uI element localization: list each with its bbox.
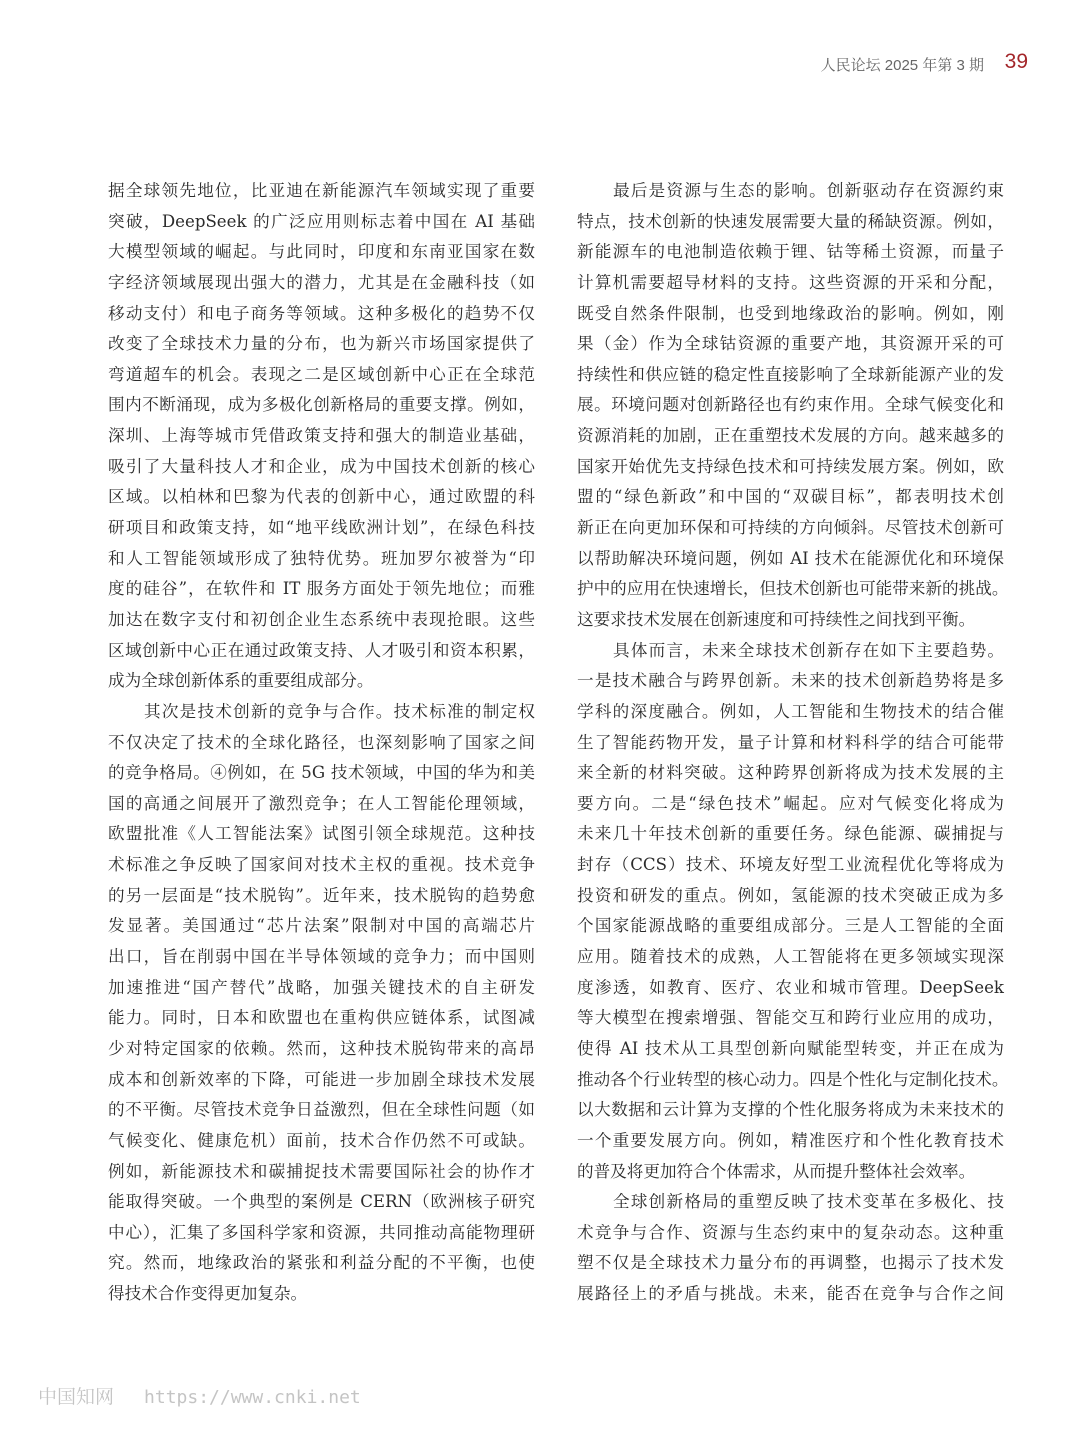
journal-issue: 人民论坛 2025 年第 3 期 [820,57,984,74]
text-line: 生了智能药物开发，量子计算和材料科学的结合可能带 [577,732,1004,752]
text-line: 度渗透，如教育、医疗、农业和城市管理。DeepSeek [577,977,1004,997]
paragraph [108,176,535,697]
text-line: 应用。随着技术的成熟，人工智能将在更多领域实现深 [577,947,1004,967]
watermark-url: https://www.cnki.net [144,1387,361,1408]
text-line: 既受自然条件限制，也受到地缘政治的影响。例如，刚 [577,303,1004,323]
text-line: 最后是资源与生态的影响。创新驱动存在资源约束 [613,181,1004,200]
text-line: 成本和创新效率的下降，可能进一步加剧全球技术发展 [108,1069,535,1089]
text-line: 成为全球创新体系的重要组成部分。 [108,671,374,691]
text-line: 术标准之争反映了国家间对技术主权的重视。技术竞争 [108,855,535,875]
text-line: 的普及将更加符合个体需求，从而提升整体社会效率。 [577,1161,976,1181]
text-line: 特点，技术创新的快速发展需要大量的稀缺资源。例如， [577,211,1004,231]
paragraph [108,697,535,1310]
text-line: 研项目和政策支持，如“地平线欧洲计划”，在绿色科技 [108,518,535,538]
text-line: 术竞争与合作、资源与生态约束中的复杂动态。这种重 [577,1222,1004,1242]
text-line: 的不平衡。尽管技术竞争日益激烈，但在全球性问题（如 [108,1100,535,1120]
text-line: 全球创新格局的重塑反映了技术变革在多极化、技 [613,1192,1004,1212]
text-line: 例如，新能源技术和碳捕捉技术需要国际社会的协作才 [108,1161,535,1181]
text-line: 其次是技术创新的竞争与合作。技术标准的制定权 [144,701,535,721]
text-line: 字经济领域展现出强大的潜力，尤其是在金融科技（如 [108,272,535,292]
watermark-site-name: 中国知网 [38,1386,115,1408]
text-line: 来全新的材料突破。这种跨界创新将成为技术发展的主 [577,763,1004,783]
text-line: 国的高通之间展开了激烈竞争；在人工智能伦理领域， [108,793,535,813]
text-line: 护中的应用在快速增长，但技术创新也可能带来新的挑战。 [577,579,1009,599]
text-line: 个国家能源战略的重要组成部分。三是人工智能的全面 [577,916,1004,936]
text-line: 以大数据和云计算为支撑的个性化服务将成为未来技术的 [577,1100,1004,1120]
text-line: 资源消耗的加剧，正在重塑技术发展的方向。越来越多的 [577,426,1004,446]
text-line: 等大模型在搜索增强、智能交互和跨行业应用的成功， [577,1008,1004,1028]
text-line: 的竞争格局。④例如，在 5G 技术领域，中国的华为和美 [108,763,535,783]
text-line: 塑不仅是全球技术力量分布的再调整，也揭示了技术发 [577,1253,1004,1273]
text-line: 突破，DeepSeek 的广泛应用则标志着中国在 AI 基础 [108,211,535,231]
text-line: 出口，旨在削弱中国在半导体领域的竞争力；而中国则 [108,947,535,967]
text-line: 计算机需要超导材料的支持。这些资源的开采和分配， [577,272,1004,292]
text-line: 加速推进“国产替代”战略，加强关键技术的自主研发 [108,977,535,997]
text-line: 大模型领域的崛起。与此同时，印度和东南亚国家在数 [108,242,535,262]
text-line: 展。环境问题对创新路径也有约束作用。全球气候变化和 [577,395,1004,415]
text-line: 这要求技术发展在创新速度和可持续性之间找到平衡。 [577,609,976,629]
text-line: 改变了全球技术力量的分布，也为新兴市场国家提供了 [108,334,535,354]
text-line: 区域。以柏林和巴黎为代表的创新中心，通过欧盟的科 [108,487,535,507]
text-line: 欧盟批准《人工智能法案》试图引领全球规范。这种技 [108,824,535,844]
text-line: 投资和研发的重点。例如，氢能源的技术突破正成为多 [577,885,1004,905]
text-line: 移动支付）和电子商务等领域。这种多极化的趋势不仅 [108,303,535,323]
text-line: 国家开始优先支持绿色技术和可持续发展方案。例如，欧 [577,456,1004,476]
text-line: 加达在数字支付和初创企业生态系统中表现抢眼。这些 [108,609,535,629]
text-line: 果（金）作为全球钴资源的重要产地，其资源开采的可 [577,334,1004,354]
text-line: 不仅决定了技术的全球化路径，也深刻影响了国家之间 [108,732,535,752]
text-line: 区域创新中心正在通过政策支持、人才吸引和资本积累， [108,640,535,660]
text-line: 封存（CCS）技术、环境友好型工业流程优化等将成为 [577,855,1004,875]
text-line: 要方向。二是“绿色技术”崛起。应对气候变化将成为 [577,793,1004,813]
paragraph [577,636,1009,1188]
text-line: 一是技术融合与跨界创新。未来的技术创新趋势将是多 [577,671,1004,691]
text-line: 弯道超车的机会。表现之二是区域创新中心正在全球范 [108,364,535,384]
text-line: 以帮助解决环境问题，例如 AI 技术在能源优化和环境保 [577,548,1004,568]
text-line: 盟的“绿色新政”和中国的“双碳目标”，都表明技术创 [577,487,1004,507]
text-line: 学科的深度融合。例如，人工智能和生物技术的结合催 [577,701,1004,721]
text-line: 未来几十年技术创新的重要任务。绿色能源、碳捕捉与 [577,824,1004,844]
cnki-watermark [38,1382,361,1409]
paragraph [577,176,1009,636]
text-line: 能力。同时，日本和欧盟也在重构供应链体系，试图减 [108,1008,535,1028]
text-line: 和人工智能领域形成了独特优势。班加罗尔被誉为“印 [108,548,535,568]
text-line: 度的硅谷”，在软件和 IT 服务方面处于领先地位；而雅 [108,579,535,599]
text-line: 推动各个行业转型的核心动力。四是个性化与定制化技术。 [577,1069,1009,1089]
text-line: 得技术合作变得更加复杂。 [108,1284,308,1304]
text-line: 的另一层面是“技术脱钩”。近年来，技术脱钩的趋势愈 [108,885,535,905]
text-line: 中心），汇集了多国科学家和资源，共同推动高能物理研 [108,1222,535,1242]
text-line: 吸引了大量科技人才和企业，成为中国技术创新的核心 [108,456,535,476]
text-line: 新能源车的电池制造依赖于锂、钴等稀土资源，而量子 [577,242,1004,262]
text-line: 具体而言，未来全球技术创新存在如下主要趋势。 [613,640,1004,660]
page-number: 39 [1004,50,1028,73]
text-line: 一个重要发展方向。例如，精准医疗和个性化教育技术 [577,1130,1004,1150]
text-line: 新正在向更加环保和可持续的方向倾斜。尽管技术创新可 [577,518,1004,538]
text-line: 气候变化、健康危机）面前，技术合作仍然不可或缺。 [108,1130,535,1150]
text-line: 围内不断涌现，成为多极化创新格局的重要支撑。例如， [108,395,535,415]
text-line: 少对特定国家的依赖。然而，这种技术脱钩带来的高昂 [108,1038,535,1058]
right-column [577,176,1009,1310]
text-line: 持续性和供应链的稳定性直接影响了全球新能源产业的发 [577,364,1004,384]
text-line: 深圳、上海等城市凭借政策支持和强大的制造业基础， [108,426,535,446]
paragraph [577,1187,1004,1310]
text-line: 能取得突破。一个典型的案例是 CERN（欧洲核子研究 [108,1192,535,1212]
text-line: 发显著。美国通过“芯片法案”限制对中国的高端芯片 [108,916,535,936]
text-line: 使得 AI 技术从工具型创新向赋能型转变，并正在成为 [577,1038,1004,1058]
text-line: 展路径上的矛盾与挑战。未来，能否在竞争与合作之间 [577,1284,1004,1304]
left-column [108,176,535,1310]
text-line: 究。然而，地缘政治的紧张和利益分配的不平衡，也使 [108,1253,535,1273]
text-line: 据全球领先地位，比亚迪在新能源汽车领域实现了重要 [108,181,535,200]
